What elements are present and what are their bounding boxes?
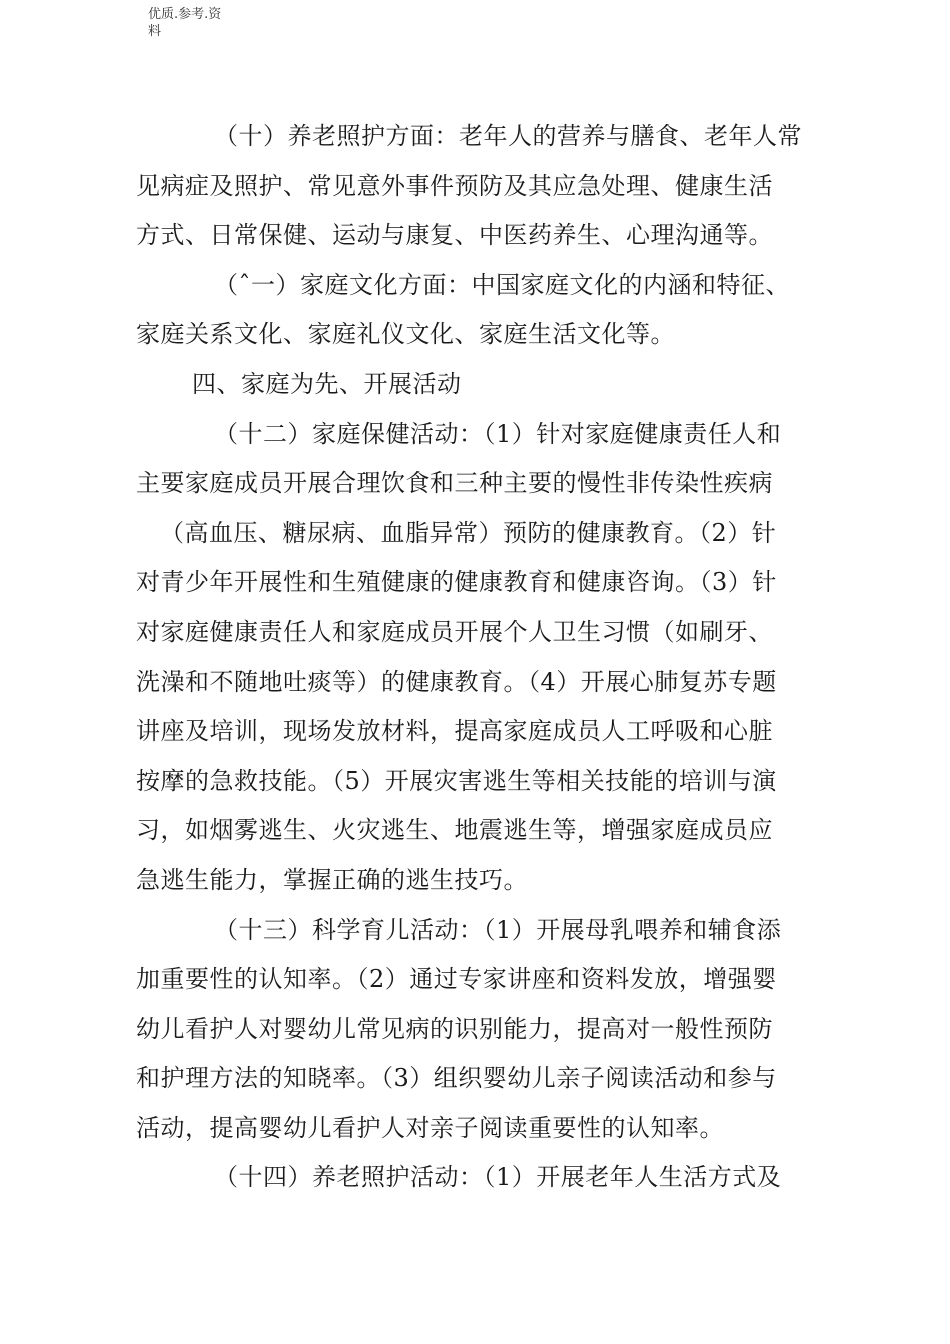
text-line: 主要家庭成员开展合理饮食和三种主要的慢性非传染性疾病 bbox=[136, 469, 773, 498]
text-line: 讲座及培训，现场发放材料，提高家庭成员人工呼吸和心脏 bbox=[136, 717, 773, 746]
text-line: 对青少年开展性和生殖健康的健康教育和健康咨询。（3）针 bbox=[136, 568, 777, 597]
header-line-1: 优质.参考.资 bbox=[148, 7, 222, 22]
text-line: 和护理方法的知晓率。（3）组织婴幼儿亲子阅读活动和参与 bbox=[136, 1064, 777, 1093]
text-line: 家庭关系文化、家庭礼仪文化、家庭生活文化等。 bbox=[136, 320, 675, 349]
text-line: （十三）科学育儿活动：（1）开展母乳喂养和辅食添 bbox=[214, 915, 782, 944]
text-line: 对家庭健康责任人和家庭成员开展个人卫生习惯（如刷牙、 bbox=[136, 617, 773, 646]
text-line: 活动，提高婴幼儿看护人对亲子阅读重要性的认知率。 bbox=[136, 1113, 724, 1142]
section-heading: 四、家庭为先、开展活动 bbox=[192, 369, 462, 398]
page-header bbox=[148, 6, 268, 40]
text-line: 加重要性的认知率。（2）通过专家讲座和资料发放，增强婴 bbox=[136, 965, 777, 994]
text-line: 见病症及照护、常见意外事件预防及其应急处理、健康生活 bbox=[136, 171, 773, 200]
text-line: 幼儿看护人对婴幼儿常见病的识别能力，提高对一般性预防 bbox=[136, 1014, 773, 1043]
text-line: （十二）家庭保健活动：（1）针对家庭健康责任人和 bbox=[214, 419, 782, 448]
text-line: （十）养老照护方面：老年人的营养与膳食、老年人常 bbox=[214, 122, 802, 150]
text-line: 急逃生能力，掌握正确的逃生技巧。 bbox=[136, 865, 528, 894]
document-body bbox=[136, 112, 816, 1203]
text-line: 方式、日常保健、运动与康复、中医药养生、心理沟通等。 bbox=[136, 221, 773, 250]
header-line-2: 料 bbox=[148, 24, 162, 39]
text-line: 洗澡和不随地吐痰等）的健康教育。（4）开展心肺复苏专题 bbox=[136, 667, 777, 696]
text-line: 习，如烟雾逃生、火灾逃生、地震逃生等，增强家庭成员应 bbox=[136, 816, 773, 845]
text-line: 按摩的急救技能。（5）开展灾害逃生等相关技能的培训与演 bbox=[136, 766, 777, 795]
text-line: （高血压、糖尿病、血脂异常）预防的健康教育。（2）针 bbox=[160, 518, 777, 547]
text-line: （ˆ一）家庭文化方面：中国家庭文化的内涵和特征、 bbox=[214, 270, 790, 299]
text-line: （十四）养老照护活动：（1）开展老年人生活方式及 bbox=[214, 1163, 782, 1192]
